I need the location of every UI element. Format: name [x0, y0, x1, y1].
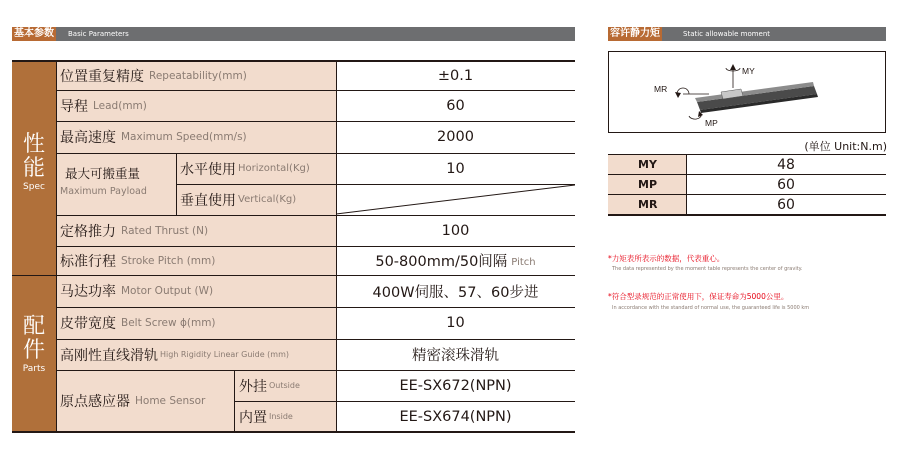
table-top-border — [12, 60, 575, 62]
value-payload-horizontal: 10 — [446, 160, 465, 177]
value-repeatability: ±0.1 — [437, 67, 474, 84]
grid-line — [608, 214, 886, 216]
moment-row-label: MP — [608, 175, 686, 194]
grid-line — [56, 246, 575, 247]
unit-label: (单位 Unit:N.m) — [804, 140, 887, 153]
label-sensor-inside: 内置 Inside — [234, 401, 336, 432]
value-motor: 400W伺服、57、60步进 — [372, 284, 539, 301]
label-speed: 最高速度 Maximum Speed(mm/s) — [56, 121, 336, 153]
moment-row-value: 60 — [777, 196, 795, 213]
note-1-cn: *力矩表所表示的数据，代表重心。 — [608, 254, 725, 263]
grid-line — [176, 184, 575, 185]
section-parts-cn-2: 件 — [22, 338, 45, 363]
section-spec-cn-2: 能 — [22, 156, 45, 181]
label-lead: 导程 Lead(mm) — [56, 90, 336, 121]
value-guide: 精密滚珠滑轨 — [412, 348, 499, 364]
label-motor: 马达功率 Motor Output (W) — [56, 275, 336, 307]
note-1-en: The data represented by the moment table represents the center of gravity. — [612, 266, 803, 272]
grid-line — [12, 275, 575, 276]
note-2-cn: *符合型录规范的正常使用下，保证寿命为5000公里。 — [608, 292, 789, 301]
value-speed: 2000 — [437, 129, 474, 145]
grid-line — [234, 401, 575, 402]
table-bottom-border — [12, 431, 575, 433]
value-stroke: 50-800mm/50间隔 Pitch — [375, 254, 536, 270]
label-sensor-outside: 外挂 Outside — [234, 370, 336, 401]
diagram-label-mp: MP — [705, 118, 718, 128]
basic-parameters-header — [12, 27, 575, 41]
moment-row-label: MR — [608, 195, 686, 214]
label-belt: 皮带宽度 Belt Screw ϕ(mm) — [56, 307, 336, 339]
grid-line — [56, 60, 57, 432]
value-sensor-inside: EE-SX674(NPN) — [399, 408, 512, 425]
section-spec-cn-1: 性 — [22, 132, 45, 157]
linear-module-illustration — [609, 52, 885, 132]
label-thrust: 定格推力 Rated Thrust (N) — [56, 215, 336, 246]
label-payload: 最大可搬重量 Maximum Payload — [56, 153, 176, 215]
basic-parameters-title-cn: 基本参数 — [14, 28, 54, 39]
section-parts — [12, 275, 56, 432]
diagram-label-my: MY — [742, 66, 755, 76]
static-moment-title-cn: 容许静力矩 — [610, 28, 660, 39]
grid-line — [56, 307, 575, 308]
moment-row-value: 48 — [777, 156, 795, 173]
empty-value-slash — [336, 184, 575, 215]
section-spec-en: Spec — [23, 182, 45, 192]
value-thrust: 100 — [441, 222, 470, 239]
section-spec — [12, 60, 56, 275]
static-moment-header — [608, 27, 886, 41]
static-moment-title-en: Static allowable moment — [683, 30, 771, 38]
moment-diagram — [608, 51, 886, 133]
label-payload-vertical: 垂直使用 Vertical(Kg) — [176, 184, 336, 215]
label-guide: 高刚性直线滑轨 High Rigidity Linear Guide (mm) — [56, 339, 336, 370]
label-sensor: 原点感应器 Home Sensor — [56, 370, 234, 432]
value-belt: 10 — [446, 315, 465, 331]
basic-parameters-title-en: Basic Parameters — [68, 30, 129, 38]
grid-line — [56, 215, 575, 216]
grid-line — [686, 154, 687, 215]
grid-line — [56, 153, 575, 154]
value-sensor-outside: EE-SX672(NPN) — [399, 377, 512, 394]
grid-line — [56, 370, 575, 371]
section-parts-en: Parts — [22, 364, 46, 374]
grid-line — [336, 60, 337, 432]
grid-line — [56, 90, 575, 91]
grid-line — [56, 339, 575, 340]
grid-line — [56, 121, 575, 122]
note-2-en: In accordance with the standard of normal use, the guaranteed life is 5000 km — [612, 305, 810, 311]
grid-line — [176, 153, 177, 215]
section-parts-cn-1: 配 — [22, 314, 45, 339]
moment-row-value: 60 — [777, 176, 795, 193]
label-stroke: 标准行程 Stroke Pitch (mm) — [56, 246, 336, 275]
label-payload-horizontal: 水平使用 Horizontal(Kg) — [176, 153, 336, 184]
moment-row-label: MY — [608, 155, 686, 174]
diagram-label-mr: MR — [654, 84, 668, 94]
grid-line — [234, 370, 235, 432]
value-lead: 60 — [446, 97, 465, 114]
label-repeatability: 位置重复精度 Repeatability(mm) — [56, 61, 336, 90]
